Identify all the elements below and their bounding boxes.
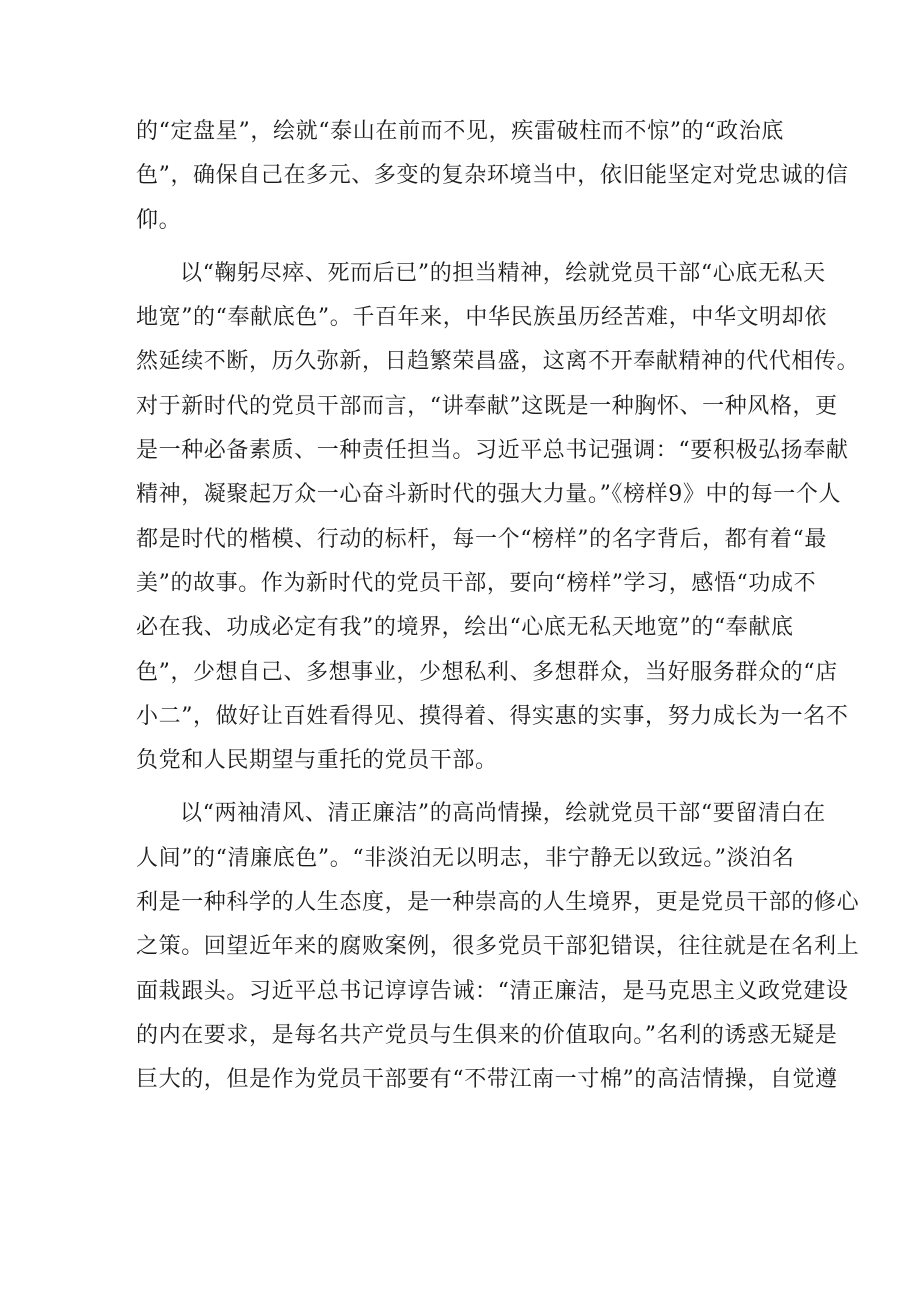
paragraph-line: 色”，少想自己、多想事业，少想私利、多想群众，当好服务群众的“店 — [136, 659, 838, 685]
paragraph-line: 是一种必备素质、一种责任担当。习近平总书记强调：“要积极弘扬奉献 — [136, 438, 849, 464]
paragraph-line: 的内在要求，是每名共产党员与生俱来的价值取向。”名利的诱惑无疑是 — [136, 1022, 838, 1048]
paragraph-line: 美”的故事。作为新时代的党员干部，要向“榜样”学习，感悟“功成不 — [136, 570, 817, 596]
paragraph-line: 小二”，做好让百姓看得见、摸得着、得实惠的实事，努力成长为一名不 — [136, 703, 849, 729]
paragraph-line: 然延续不断，历久弥新，日趋繁荣昌盛，这离不开奉献精神的代代相传。 — [136, 349, 860, 375]
paragraph-line: 仰。 — [136, 207, 182, 233]
paragraph-1 — [136, 110, 849, 243]
document-body — [136, 110, 860, 1103]
paragraph-2 — [136, 252, 860, 784]
paragraph-line: 利是一种科学的人生态度，是一种崇高的人生境界，更是党员干部的修心 — [136, 890, 860, 916]
paragraph-line: 人间”的“清廉底色”。“非淡泊无以明志，非宁静无以致远。”淡泊名 — [136, 845, 795, 871]
paragraph-line: 以“两袖清风、清正廉洁”的高尚情操，绘就党员干部“要留清白在 — [180, 801, 826, 827]
paragraph-line: 色”，确保自己在多元、多变的复杂环境当中，依旧能坚定对党忠诚的信 — [136, 163, 849, 189]
paragraph-line: 地宽”的“奉献底色”。千百年来，中华民族虽历经苦难，中华文明却依 — [136, 305, 827, 331]
paragraph-line: 负党和人民期望与重托的党员干部。 — [136, 748, 498, 774]
paragraph-line: 对于新时代的党员干部而言，“讲奉献”这既是一种胸怀、一种风格，更 — [136, 393, 838, 419]
paragraph-line: 都是时代的楷模、行动的标杆，每一个“榜样”的名字背后，都有着“最 — [136, 526, 827, 552]
paragraph-line: 面栽跟头。习近平总书记谆谆告诫：“清正廉洁，是马克思主义政党建设 — [136, 978, 849, 1004]
paragraph-line: 之策。回望近年来的腐败案例，很多党员干部犯错误，往往就是在名利上 — [136, 934, 860, 960]
paragraph-line: 必在我、功成必定有我”的境界，绘出“心底无私天地宽”的“奉献底 — [136, 615, 794, 641]
paragraph-line: 精神，凝聚起万众一心奋斗新时代的强大力量。”《榜样9》中的每一个人 — [136, 482, 842, 508]
paragraph-3 — [136, 792, 860, 1102]
paragraph-line: 巨大的，但是作为党员干部要有“不带江南一寸棉”的高洁情操，自觉遵 — [136, 1067, 838, 1093]
paragraph-line: 的“定盘星”，绘就“泰山在前而不见，疾雷破柱而不惊”的“政治底 — [136, 119, 784, 144]
paragraph-line: 以“鞠躬尽瘁、死而后已”的担当精神，绘就党员干部“心底无私天 — [180, 260, 826, 286]
